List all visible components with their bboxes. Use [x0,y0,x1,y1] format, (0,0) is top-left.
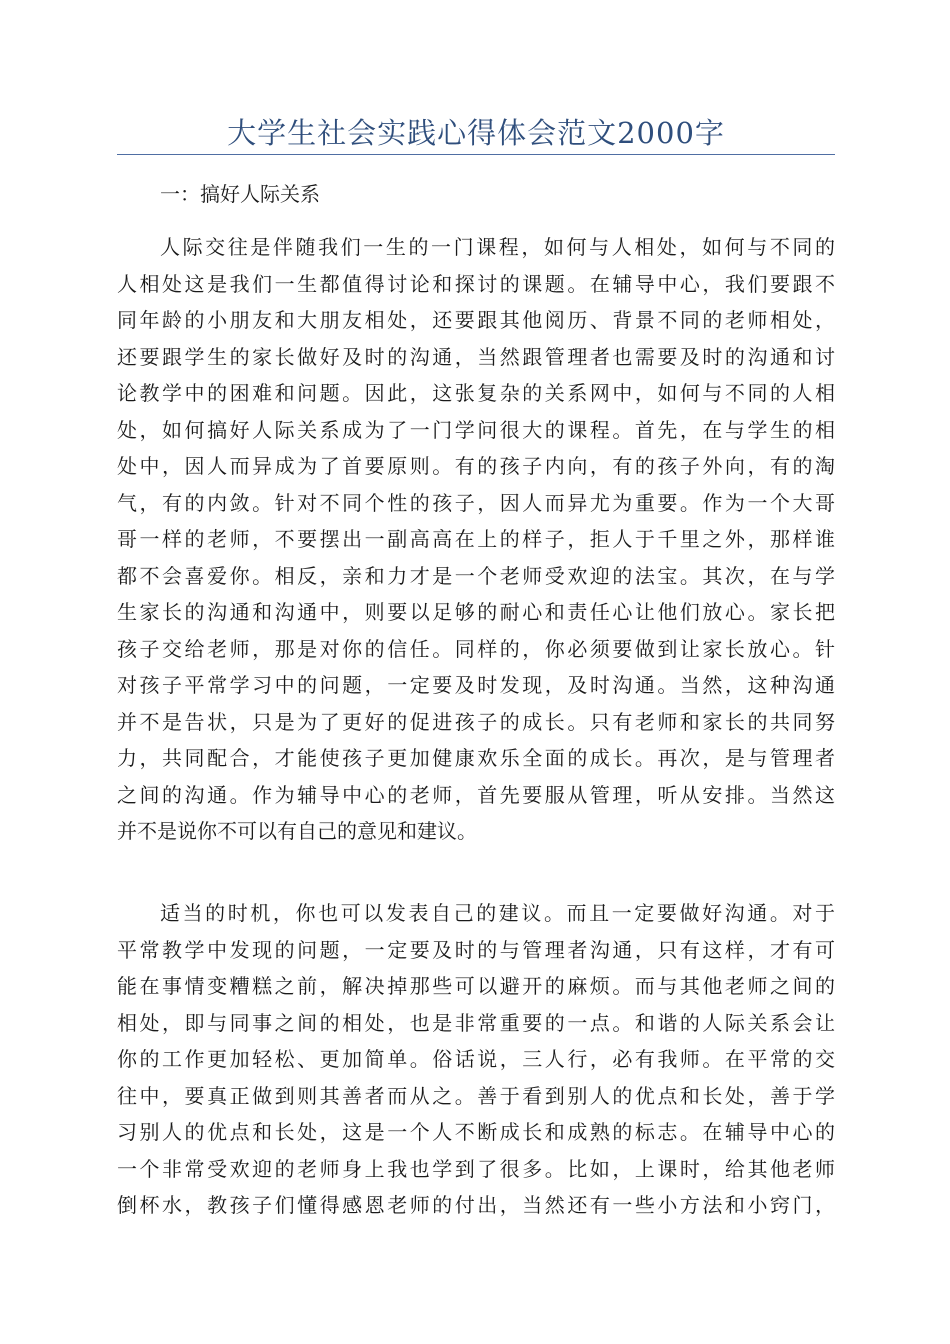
paragraph-line: 并不是说你不可以有自己的意见和建议。 [117,819,477,843]
paragraph-line: 哥一样的老师，不要摆出一副高高在上的样子，拒人于千里之外，那样谁 [117,527,835,551]
paragraph-line: 相处，即与同事之间的相处，也是非常重要的一点。和谐的人际关系会让 [117,1010,835,1035]
paragraph-2 [117,895,835,1224]
paragraph-line: 人相处这是我们一生都值得讨论和探讨的课题。在辅导中心，我们要跟不 [117,271,835,296]
paragraph-line: 能在事情变糟糕之前，解决掉那些可以避开的麻烦。而与其他老师之间的 [117,974,835,998]
paragraph-line: 孩子交给老师，那是对你的信任。同样的，你必须要做到让家长放心。针 [117,636,835,661]
paragraph-line: 适当的时机，你也可以发表自己的建议。而且一定要做好沟通。对于 [160,901,835,925]
paragraph-line: 还要跟学生的家长做好及时的沟通，当然跟管理者也需要及时的沟通和讨 [117,344,835,369]
title-underline [117,154,835,155]
document-title: 大学生社会实践心得体会范文2000字 [227,116,725,150]
paragraph-line: 倒杯水，教孩子们懂得感恩老师的付出，当然还有一些小方法和小窍门， [117,1193,835,1217]
paragraph-line: 你的工作更加轻松、更加简单。俗话说，三人行，必有我师。在平常的交 [117,1047,835,1071]
paragraph-line: 人际交往是伴随我们一生的一门课程，如何与人相处，如何与不同的 [160,235,835,259]
paragraph-line: 都不会喜爱你。相反，亲和力才是一个老师受欢迎的法宝。其次，在与学 [117,563,835,588]
paragraph-line: 之间的沟通。作为辅导中心的老师，首先要服从管理，听从安排。当然这 [117,782,835,807]
paragraph-line: 处中，因人而异成为了首要原则。有的孩子内向，有的孩子外向，有的淘 [117,454,835,478]
paragraph-line: 生家长的沟通和沟通中，则要以足够的耐心和责任心让他们放心。家长把 [117,600,835,624]
paragraph-line: 论教学中的困难和问题。因此，这张复杂的关系网中，如何与不同的人相 [117,381,835,405]
paragraph-1 [117,229,835,850]
paragraph-line: 同年龄的小朋友和大朋友相处，还要跟其他阅历、背景不同的老师相处， [117,308,835,332]
paragraph-line: 处，如何搞好人际关系成为了一门学问很大的课程。首先，在与学生的相 [117,417,835,442]
paragraph-line: 并不是告状，只是为了更好的促进孩子的成长。只有老师和家长的共同努 [117,709,835,734]
section-heading: 一：搞好人际关系 [160,182,320,206]
paragraph-line: 习别人的优点和长处，这是一个人不断成长和成熟的标志。在辅导中心的 [117,1120,835,1144]
paragraph-line: 平常教学中发现的问题，一定要及时的与管理者沟通，只有这样，才有可 [117,937,835,962]
paragraph-line: 气，有的内敛。针对不同个性的孩子，因人而异尤为重要。作为一个大哥 [117,490,835,515]
paragraph-line: 往中，要真正做到则其善者而从之。善于看到别人的优点和长处，善于学 [117,1083,835,1108]
paragraph-line: 对孩子平常学习中的问题，一定要及时发现，及时沟通。当然，这种沟通 [117,673,835,697]
paragraph-line: 一个非常受欢迎的老师身上我也学到了很多。比如，上课时，给其他老师 [117,1156,835,1181]
paragraph-line: 力，共同配合，才能使孩子更加健康欢乐全面的成长。再次，是与管理者 [117,746,835,770]
